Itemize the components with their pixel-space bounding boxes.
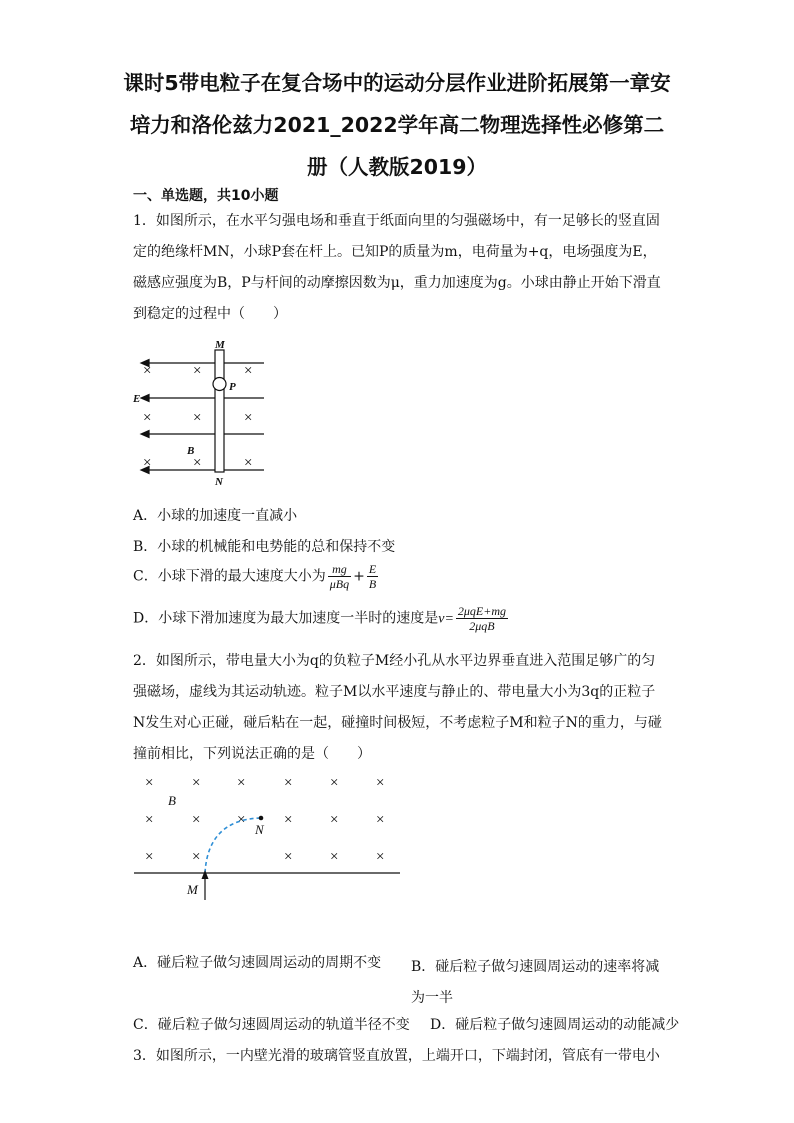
cross-mark: × xyxy=(192,812,201,828)
cross-mark: × xyxy=(330,812,339,828)
label-m: M xyxy=(215,339,225,351)
q2-option-a: A．碰后粒子做匀速圆周运动的周期不变 xyxy=(133,955,382,971)
q1-stem: 1．如图所示，在水平匀强电场和垂直于纸面向里的匀强磁场中，有一足够长的竖直固定的绝缘杆MN，小球P套在杆上。已知P的质量为m，电荷量为+q，电场强度为E，磁感应强度为B，P与杆间的动摩擦因数为μ，重力加速度为g。小球由静止开始下滑直到稳定的过程中（ ） xyxy=(133,213,661,322)
cross-mark: × xyxy=(145,849,154,865)
q2-stem: 2．如图所示，带电量大小为q的负粒子M经小孔从水平边界垂直进入范围足够广的匀强磁场，虚线为其运动轨迹。粒子M以水平速度与静止的、带电量大小为3q的正粒子N发生对心正碰，碰后粘在一起，碰撞时间极短，不考虑粒子M和粒子N的重力，与碰撞前相比，下列说法正确的是（ ） xyxy=(133,653,662,762)
q1-option-d: D．小球下滑加速度为最大加速度一半时的速度是v= $\frac{\text{2μqE+mg}}{\text{2μqB}}$ xyxy=(133,604,507,633)
cross-mark: × xyxy=(143,363,152,379)
cross-mark: × xyxy=(244,455,253,471)
q1-option-b: B．小球的机械能和电势能的总和保持不变 xyxy=(133,539,396,555)
cross-mark: × xyxy=(143,410,152,426)
cross-mark: × xyxy=(244,363,253,379)
q1-option-d-text: D．小球下滑加速度为最大加速度一半时的速度是 xyxy=(133,610,439,627)
label-b: B xyxy=(187,445,195,457)
fraction-mg-over-mubq: $\frac{mg}{\text{μBq}}$ xyxy=(329,562,350,591)
q2-option-b: B．碰后粒子做匀速圆周运动的速率将减为一半 xyxy=(411,959,660,1006)
q2-option-c: C．碰后粒子做匀速圆周运动的轨道半径不变 xyxy=(133,1017,410,1033)
q1-option-c-text: C．小球下滑的最大速度大小为 xyxy=(133,568,326,585)
ball-p xyxy=(213,378,226,391)
cross-mark: × xyxy=(284,775,293,791)
q1-option-a: A．小球的加速度一直减小 xyxy=(133,508,298,524)
field-arrow-head xyxy=(141,395,149,402)
cross-mark: × xyxy=(376,812,385,828)
q3-stem: 3．如图所示，一内壁光滑的玻璃管竖直放置，上端开口，下端封闭，管底有一带电小 xyxy=(133,1048,660,1064)
cross-mark: × xyxy=(284,849,293,865)
cross-mark: × xyxy=(284,812,293,828)
cross-mark: × xyxy=(376,849,385,865)
label-n: N xyxy=(255,822,264,837)
label-n: N xyxy=(215,476,223,488)
label-m: M xyxy=(187,882,198,897)
cross-mark: × xyxy=(237,812,246,828)
section-heading: 一、单选题，共10小题 xyxy=(133,188,279,204)
cross-mark: × xyxy=(330,849,339,865)
cross-mark: × xyxy=(192,775,201,791)
trajectory xyxy=(205,818,260,873)
cross-mark: × xyxy=(193,410,202,426)
label-b: B xyxy=(168,793,176,808)
label-e: E xyxy=(133,393,141,405)
entry-arrow-head xyxy=(202,870,209,879)
fraction-velocity: $\frac{\text{2μqE+mg}}{\text{2μqB}}$ xyxy=(457,604,507,633)
cross-mark: × xyxy=(376,775,385,791)
cross-mark: × xyxy=(330,775,339,791)
cross-mark: × xyxy=(143,455,152,471)
cross-mark: × xyxy=(237,775,246,791)
cross-mark: × xyxy=(193,363,202,379)
q1-option-c: C．小球下滑的最大速度大小为 $\frac{mg}{\text{μBq}}$ + $\frac{E}{B}$ xyxy=(133,562,377,591)
q2-figure xyxy=(130,770,405,905)
cross-mark: × xyxy=(193,455,202,471)
cross-mark: × xyxy=(192,849,201,865)
cross-mark: × xyxy=(145,812,154,828)
label-p: P xyxy=(229,381,236,393)
particle-n xyxy=(259,816,264,821)
page-title: 课时5带电粒子在复合场中的运动分层作业进阶拓展第一章安培力和洛伦兹力2021_2022学年高二物理选择性必修第二册（人教版2019） xyxy=(123,71,671,179)
q1-figure xyxy=(131,338,271,488)
fraction-e-over-b: $\frac{E}{B}$ xyxy=(368,562,377,591)
field-arrow-head xyxy=(141,431,149,438)
cross-mark: × xyxy=(145,775,154,791)
insulating-rod xyxy=(215,350,224,472)
cross-mark: × xyxy=(244,410,253,426)
q2-option-d: D．碰后粒子做匀速圆周运动的动能减少 xyxy=(430,1017,680,1033)
